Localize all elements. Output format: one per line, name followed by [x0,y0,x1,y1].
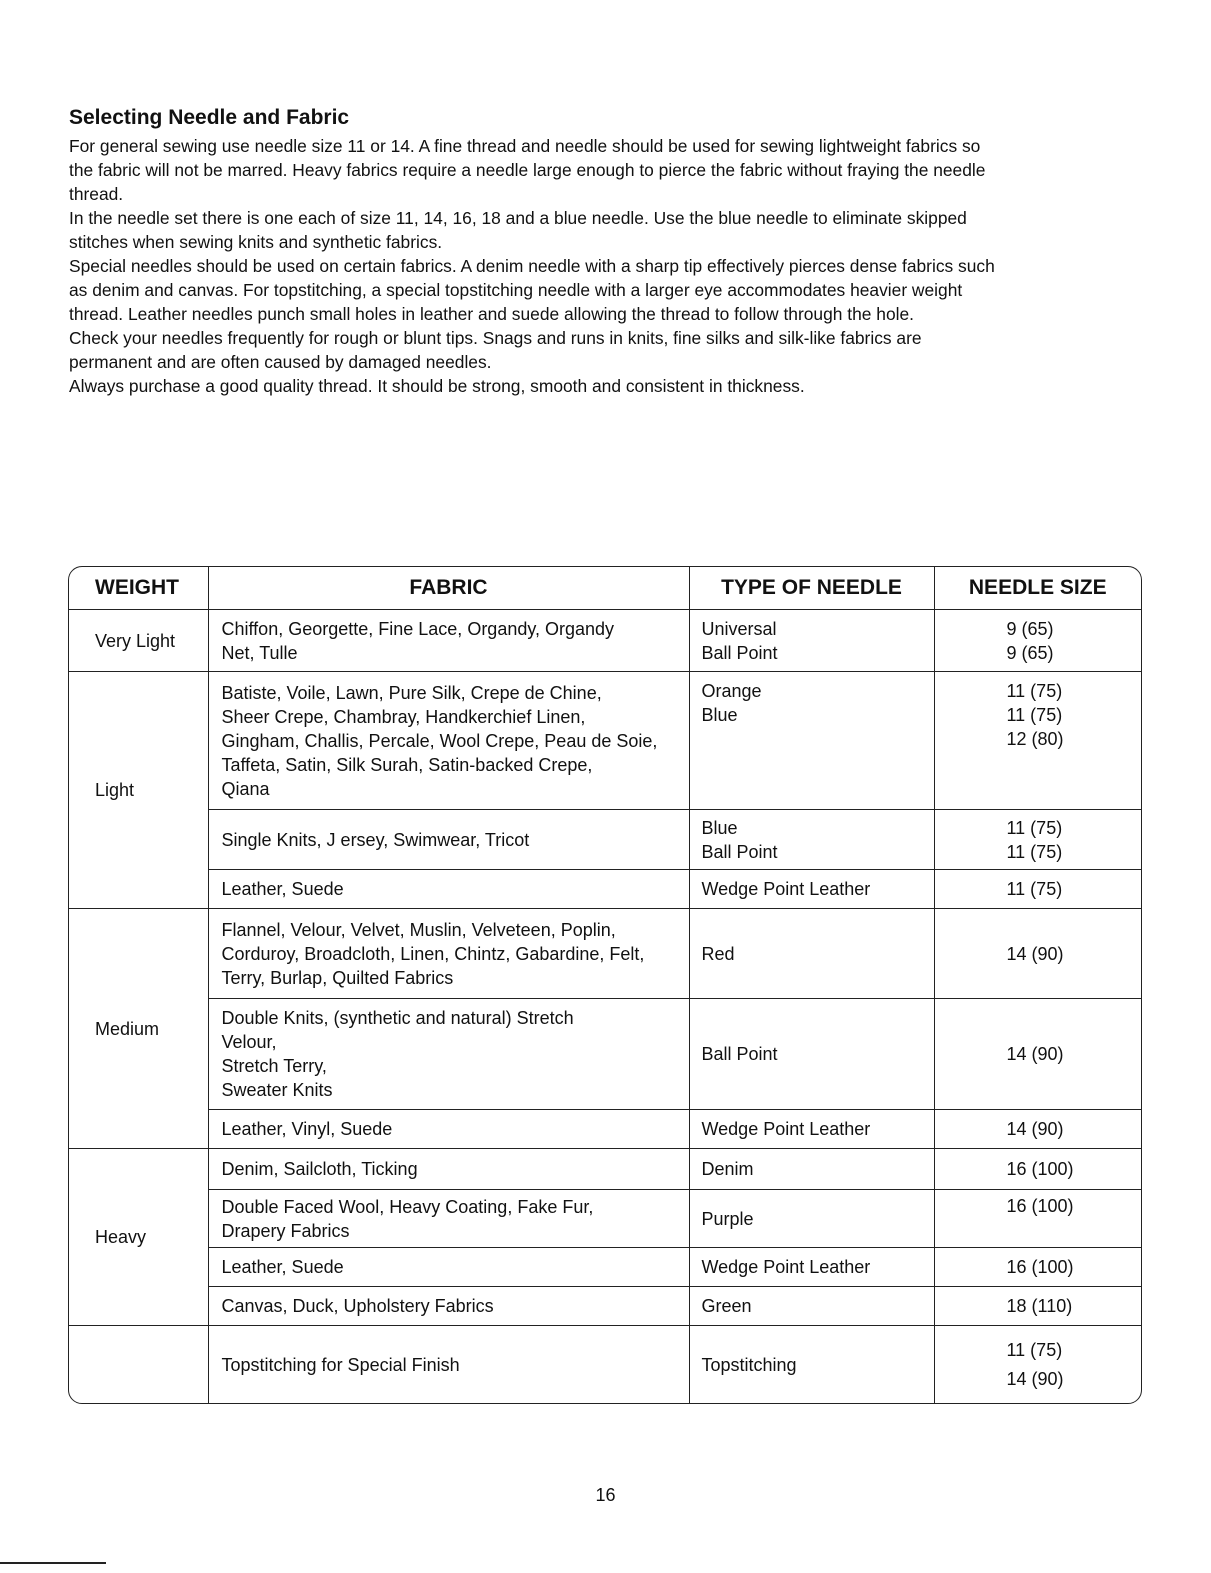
text-line: permanent and are often caused by damaged needles. [69,352,492,372]
needle-type-cell [689,870,934,909]
page-heading: Selecting Needle and Fabric [69,106,350,129]
paragraph [69,206,1149,254]
fabric-cell [208,1326,689,1404]
needle-type-line: Red [701,943,735,964]
needle-size-cell [934,1110,1141,1149]
needle-type-cell [689,1190,934,1248]
fabric-line: Single Knits, J ersey, Swimwear, Tricot [221,829,530,850]
needle-size-line: 11 (75) [1006,681,1063,701]
needle-size-cell [934,1248,1141,1287]
fabric-line: Flannel, Velour, Velvet, Muslin, Velveteen, Poplin, [221,919,616,940]
needle-type-line: Blue [701,817,738,838]
intro-text [69,134,1149,398]
needle-type-cell [689,1326,934,1404]
needle-size-line: 11 (75) [1006,817,1063,838]
fabric-cell [208,610,689,672]
fabric-line: Terry, Burlap, Quilted Fabrics [221,967,454,988]
weight-cell: Very Light [69,610,208,672]
needle-size-line: 11 (75) [1006,1339,1063,1360]
fabric-cell [208,909,689,999]
needle-size-line: 9 (65) [1006,618,1054,639]
divider [0,1562,106,1564]
fabric-line: Stretch Terry, [221,1056,327,1076]
header-weight: WEIGHT [69,567,208,610]
table [69,567,1141,1403]
paragraph [69,374,1149,398]
fabric-cell [208,1248,689,1287]
table-row [69,1326,1141,1404]
needle-size-line: 14 (90) [1006,1044,1064,1064]
table-header-row [69,567,1141,610]
weight-cell [69,1326,208,1404]
needle-type-line: Wedge Point Leather [701,1257,871,1277]
needle-size-line: 11 (75) [1006,841,1063,862]
text-line: Check your needles frequently for rough or blunt tips. Snags and runs in knits, fine silks and silk-like fabrics are [69,328,922,348]
text-line: For general sewing use needle size 11 or 14. A fine thread and needle should be used for sewing lightweight fabrics so [69,136,981,156]
fabric-line: Leather, Suede [221,879,344,899]
text-line: In the needle set there is one each of size 11, 14, 16, 18 and a blue needle. Use the blue needle to eliminate skipped [69,208,967,228]
header-fabric: FABRIC [208,567,689,610]
page-number: 16 [595,1485,616,1505]
needle-type-cell [689,610,934,672]
needle-type-line: Ball Point [701,1044,778,1064]
needle-type-cell [689,999,934,1110]
needle-type-cell [689,1248,934,1287]
text-line: thread. [69,184,124,204]
fabric-cell [208,1110,689,1149]
text-line: the fabric will not be marred. Heavy fabrics require a needle large enough to pierce the fabric without fraying the needle [69,160,986,180]
needle-type-cell [689,1110,934,1149]
paragraph [69,326,1149,374]
fabric-cell [208,870,689,909]
fabric-line: Sheer Crepe, Chambray, Handkerchief Linen, [221,706,586,727]
needle-type-line: Wedge Point Leather [701,1119,871,1139]
paragraph [69,134,1149,206]
fabric-line: Denim, Sailcloth, Ticking [221,1159,418,1179]
needle-type-cell [689,1287,934,1326]
needle-size-cell [934,909,1141,999]
fabric-line: Drapery Fabrics [221,1220,350,1241]
text-line: as denim and canvas. For topstitching, a special topstitching needle with a larger eye accommodates heavier weight [69,280,963,300]
needle-type-line: Orange [701,681,762,701]
needle-type-line: Wedge Point Leather [701,879,871,899]
needle-size-line: 14 (90) [1006,1119,1064,1139]
fabric-cell [208,1287,689,1326]
needle-fabric-table [68,566,1142,1404]
needle-type-line: Ball Point [701,841,778,862]
weight-cell: Medium [69,909,208,1149]
paragraph [69,254,1149,326]
needle-size-cell [934,672,1141,810]
fabric-cell [208,810,689,870]
needle-size-line: 14 (90) [1006,943,1064,964]
needle-size-line: 9 (65) [1006,642,1054,663]
table-row [69,1190,1141,1248]
table-row [69,610,1141,672]
fabric-line: Double Faced Wool, Heavy Coating, Fake Fur, [221,1196,594,1217]
fabric-line: Topstitching for Special Finish [221,1354,460,1375]
fabric-line: Gingham, Challis, Percale, Wool Crepe, Peau de Soie, [221,730,658,751]
fabric-cell [208,1149,689,1190]
needle-type-cell [689,909,934,999]
needle-size-line: 16 (100) [1006,1159,1074,1179]
needle-size-line: 11 (75) [1006,879,1063,899]
needle-size-cell [934,1149,1141,1190]
fabric-line: Net, Tulle [221,642,298,663]
needle-size-line: 16 (100) [1006,1196,1074,1216]
text-line: Always purchase a good quality thread. It should be strong, smooth and consistent in thickness. [69,376,805,396]
needle-size-cell [934,610,1141,672]
needle-size-cell [934,999,1141,1110]
needle-size-line: 12 (80) [1006,729,1064,749]
table-row [69,1110,1141,1149]
table-row [69,672,1141,810]
table-row [69,870,1141,909]
needle-type-line: Green [701,1296,752,1316]
header-needle-type: TYPE OF NEEDLE [689,567,934,610]
weight-cell: Heavy [69,1149,208,1326]
fabric-cell [208,1190,689,1248]
needle-size-line: 16 (100) [1006,1257,1074,1277]
needle-type-cell [689,1149,934,1190]
fabric-cell [208,999,689,1110]
fabric-line: Taffeta, Satin, Silk Surah, Satin-backed Crepe, [221,754,593,775]
needle-size-line: 14 (90) [1006,1368,1064,1389]
header-needle-size: NEEDLE SIZE [934,567,1141,610]
needle-type-line: Universal [701,618,777,639]
table-row [69,1287,1141,1326]
fabric-line: Velour, [221,1032,277,1052]
table-row [69,810,1141,870]
fabric-line: Leather, Vinyl, Suede [221,1119,393,1139]
needle-size-line: 18 (110) [1006,1296,1073,1316]
needle-size-line: 11 (75) [1006,705,1063,725]
needle-size-cell [934,1287,1141,1326]
text-line: stitches when sewing knits and synthetic fabrics. [69,232,443,252]
needle-size-cell [934,870,1141,909]
text-line: thread. Leather needles punch small holes in leather and suede allowing the thread to follow through the hole. [69,304,914,324]
fabric-line: Qiana [221,778,270,799]
fabric-line: Batiste, Voile, Lawn, Pure Silk, Crepe de Chine, [221,682,602,703]
fabric-line: Corduroy, Broadcloth, Linen, Chintz, Gabardine, Felt, [221,943,645,964]
needle-type-line: Denim [701,1159,754,1179]
table-row [69,909,1141,999]
needle-size-cell [934,810,1141,870]
needle-size-cell [934,1326,1141,1404]
table-row [69,1149,1141,1190]
fabric-line: Canvas, Duck, Upholstery Fabrics [221,1296,494,1316]
needle-type-line: Purple [701,1208,754,1229]
fabric-line: Chiffon, Georgette, Fine Lace, Organdy, Organdy [221,618,615,639]
weight-cell: Light [69,672,208,909]
table-row [69,1248,1141,1287]
needle-size-cell [934,1190,1141,1248]
needle-type-line: Topstitching [701,1354,797,1375]
fabric-line: Leather, Suede [221,1257,344,1277]
fabric-line: Double Knits, (synthetic and natural) Stretch [221,1008,574,1028]
needle-type-line: Ball Point [701,642,778,663]
fabric-line: Sweater Knits [221,1080,333,1100]
needle-type-cell [689,672,934,810]
needle-type-cell [689,810,934,870]
text-line: Special needles should be used on certain fabrics. A denim needle with a sharp tip effectively pierces dense fabrics such [69,256,995,276]
needle-type-line: Blue [701,705,738,725]
table-row [69,999,1141,1110]
fabric-cell [208,672,689,810]
